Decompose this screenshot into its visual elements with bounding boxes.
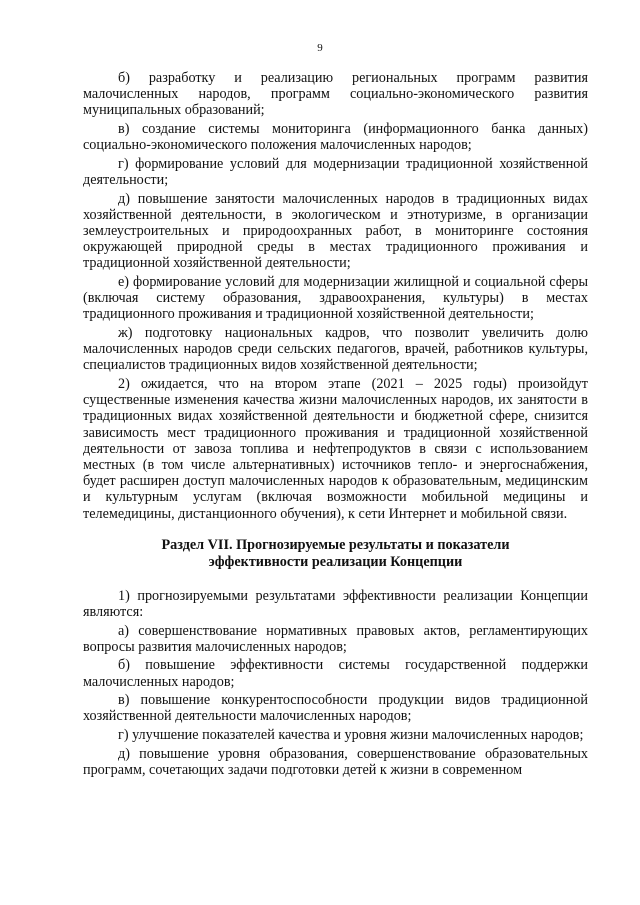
paragraph: е) формирование условий для модернизации жилищной и социальной сферы (включая систему образования, здравоохранения, культуры) в местах традиционного проживания и традиционной хозяйственной деятельности;	[83, 274, 588, 323]
paragraph: в) повышение конкурентоспособности продукции видов традиционной хозяйственной деятельности малочисленных народов;	[83, 692, 588, 725]
paragraph: г) улучшение показателей качества и уровня жизни малочисленных народов;	[118, 727, 584, 744]
paragraph: б) разработку и реализацию региональных программ развития малочисленных народов, программ социально-экономического развития муниципальных образований;	[83, 70, 588, 119]
document-body	[83, 70, 588, 780]
paragraph: а) совершенствование нормативных правовых актов, регламентирующих вопросы развития малочисленных народов;	[83, 622, 588, 655]
page-number: 9	[317, 42, 323, 54]
paragraph: ж) подготовку национальных кадров, что позволит увеличить долю малочисленных народов среди сельских педагогов, врачей, работников культуры, специалистов традиционных видов хозяйственной деятельности;	[83, 325, 588, 374]
section-heading-line: Раздел VII. Прогнозируемые результаты и показатели	[161, 536, 510, 553]
paragraph: б) повышение эффективности системы государственной поддержки малочисленных народов;	[83, 657, 588, 690]
paragraph: в) создание системы мониторинга (информационного банка данных) социально-экономического положения малочисленных народов;	[83, 121, 588, 154]
paragraph: д) повышение уровня образования, совершенствование образовательных программ, сочетающих задачи подготовки детей к жизни в современном	[83, 745, 588, 778]
paragraph: 2) ожидается, что на втором этапе (2021 – 2025 годы) произойдут существенные изменения качества жизни малочисленных народов, их занятости в традиционных видах хозяйственной деятельности и бюджетной сфере, снизится зависимость мест традиционного проживания и традиционной хозяйственной деятельности от завоза топлива и нефтепродуктов в связи с использованием местных (в том числе альтернативных) источников тепло- и энергоснабжения, будет расширен доступ малочисленных народов к образовательным, медицинским и культурным услугам (включая возможности мобильной медицины и телемедицины, дистанционного обучения), к сети Интернет и мобильной связи.	[83, 376, 588, 522]
section-heading	[83, 537, 588, 571]
paragraph: г) формирование условий для модернизации традиционной хозяйственной деятельности;	[83, 155, 588, 188]
paragraph: д) повышение занятости малочисленных народов в традиционных видах хозяйственной деятельности, в экологическом и этнотуризме, в организации землеустроительных и природоохранных работ, в мониторинге состояния окружающей природной среды в местах традиционного проживания и традиционной хозяйственной деятельности;	[83, 190, 588, 272]
section-heading-line: эффективности реализации Концепции	[208, 553, 463, 570]
paragraph: 1) прогнозируемыми результатами эффективности реализации Концепции являются:	[83, 587, 588, 621]
